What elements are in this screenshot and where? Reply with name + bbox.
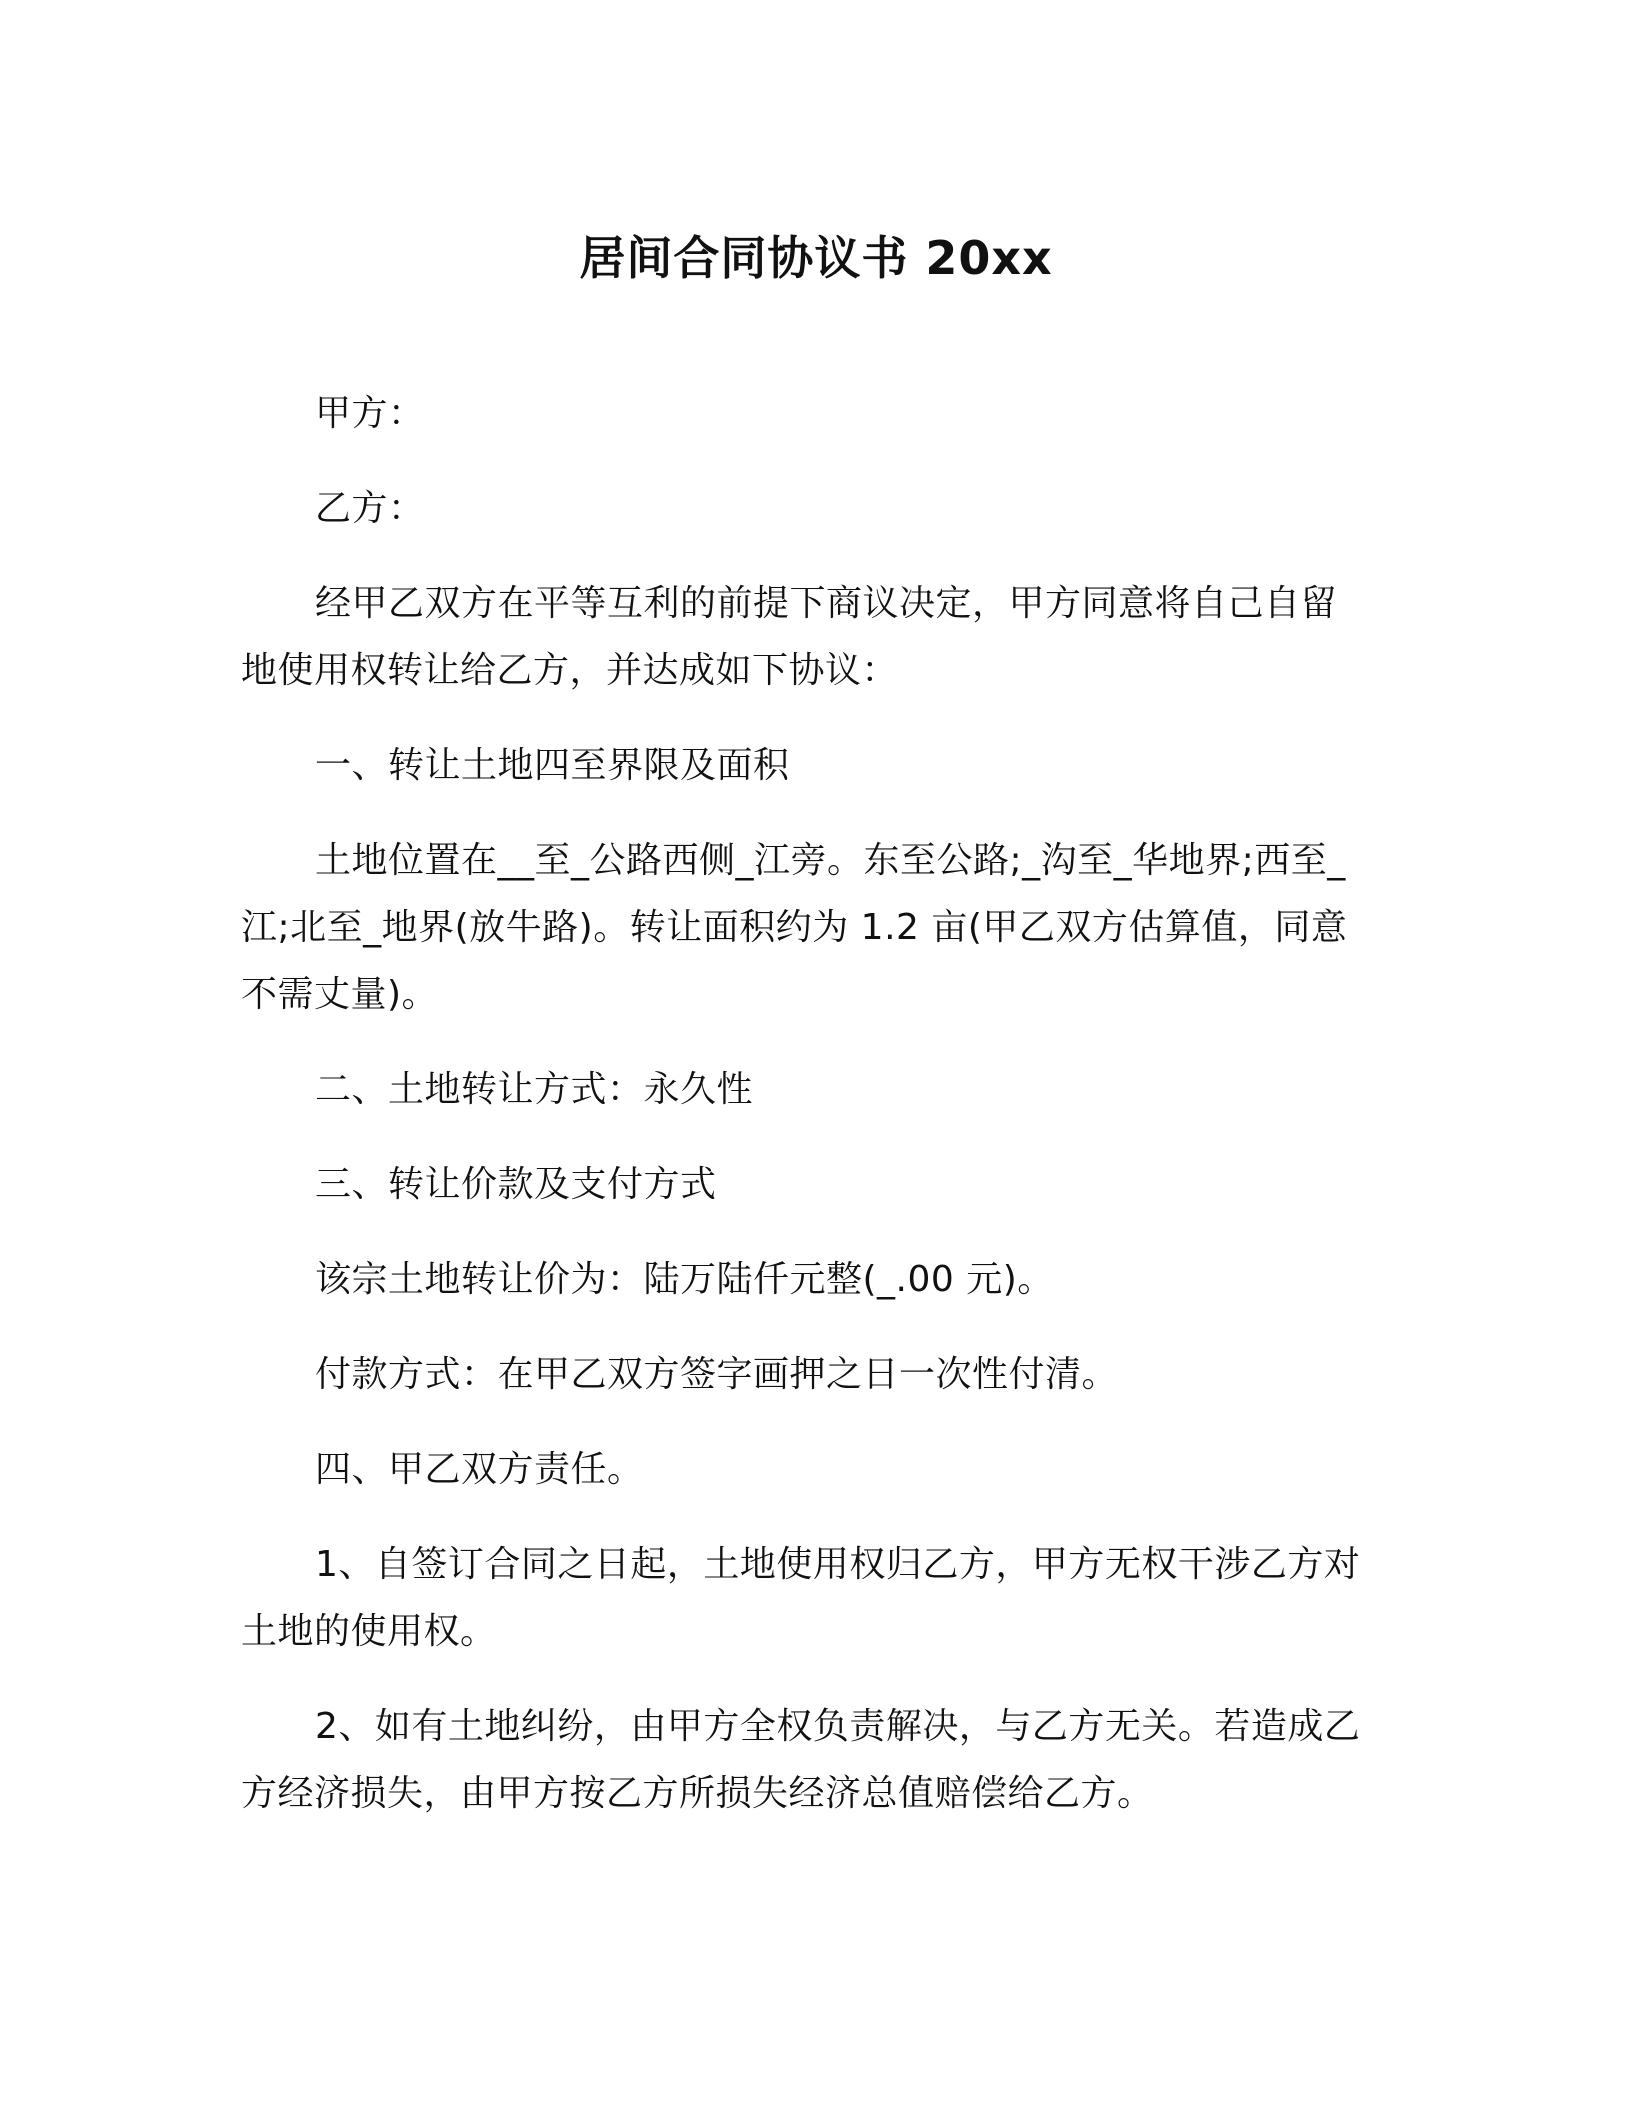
party-b-line: 乙方： <box>315 488 425 529</box>
section-heading-land-boundaries: 一、转让土地四至界限及面积 <box>315 745 790 786</box>
responsibility-item-2: 2、如有土地纠纷，由甲方全权负责解决，与乙方无关。若造成乙方经济损失，由甲方按乙方所损失经济总值赔偿给乙方。 <box>241 1706 1361 1814</box>
transfer-price-line: 该宗土地转让价为：陆万陆仟元整(_.00 元)。 <box>315 1259 1054 1300</box>
agreement-intro-paragraph: 经甲乙双方在平等互利的前提下商议决定，甲方同意将自己自留地使用权转让给乙方，并达成如下协议： <box>241 583 1338 691</box>
document-body <box>241 380 1373 1855</box>
party-a-line: 甲方： <box>315 393 425 434</box>
section-heading-transfer-method: 二、土地转让方式：永久性 <box>315 1069 754 1110</box>
section-heading-price-payment: 三、转让价款及支付方式 <box>315 1164 717 1205</box>
section-heading-responsibilities: 四、甲乙双方责任。 <box>315 1449 644 1490</box>
payment-method-line: 付款方式：在甲乙双方签字画押之日一次性付清。 <box>315 1354 1119 1395</box>
land-location-paragraph: 土地位置在__至_公路西侧_江旁。东至公路;_沟至_华地界;西至_江;北至_地界(放牛路)。转让面积约为 1.2 亩(甲乙双方估算值，同意不需丈量)。 <box>241 840 1348 1015</box>
document-title: 居间合同协议书 20xx <box>579 231 1053 285</box>
responsibility-item-1: 1、自签订合同之日起，土地使用权归乙方，甲方无权干涉乙方对土地的使用权。 <box>241 1544 1361 1652</box>
